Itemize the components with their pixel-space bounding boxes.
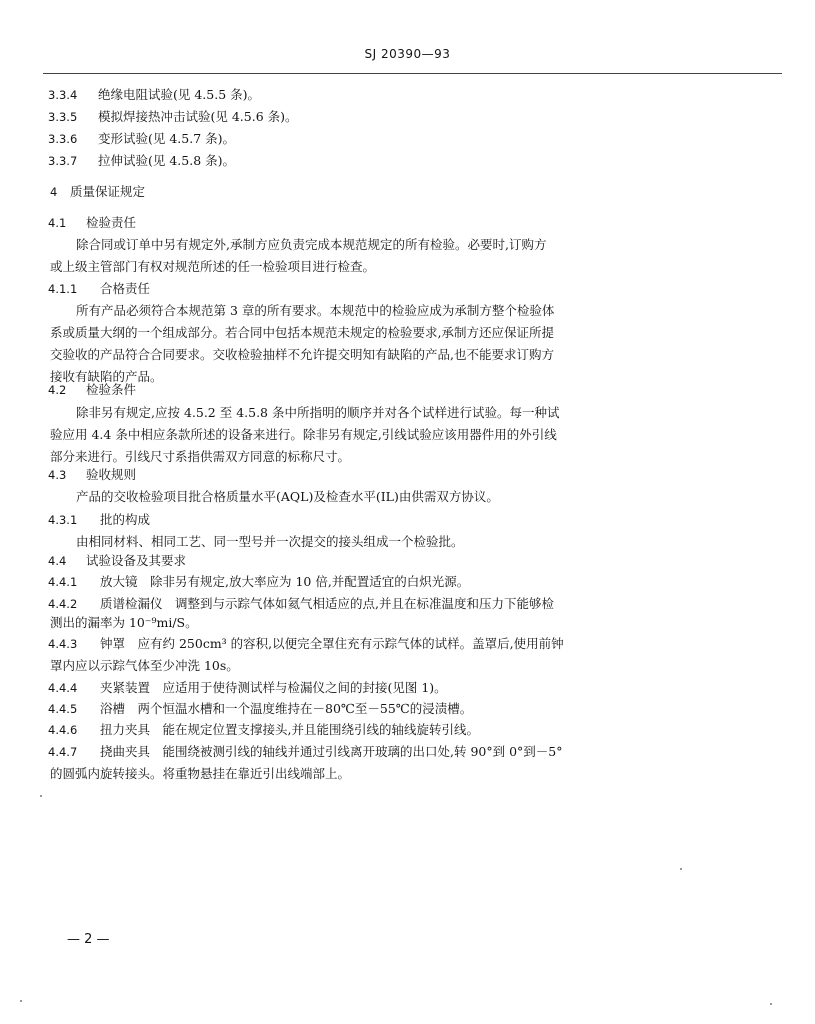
scan-speck [20,1000,22,1002]
clause-number: 3.3.5 [48,110,78,124]
clause-number: 4.4.6 [48,723,78,737]
clause-4-4-1 [48,574,469,590]
clause-text: 夹紧装置 应适用于使待测试样与检漏仪之间的封接(见图 1)。 [100,680,447,695]
paragraph-line: 接收有缺陷的产品。 [50,369,163,384]
clause-title: 检验责任 [86,215,137,230]
clause-text: 绝缘电阻试验(见 4.5.5 条)。 [98,87,261,102]
clause-4-3-heading [48,467,136,483]
clause-number: 4.4.2 [48,597,78,611]
section-4-heading [50,184,145,200]
paragraph-line: 部分来进行。引线尺寸系指供需双方同意的标称尺寸。 [50,449,351,464]
paragraph-line: 所有产品必须符合本规范第 3 章的所有要求。本规范中的检验应成为承制方整个检验体 [76,303,555,318]
clause-text: 放大镜 除非另有规定,放大率应为 10 倍,并配置适宜的白炽光源。 [100,574,470,589]
clause-text: 拉伸试验(见 4.5.8 条)。 [98,153,236,168]
paragraph-line: 产品的交收检验项目批合格质量水平(AQL)及检查水平(IL)由供需双方协议。 [76,489,499,504]
clause-number: 4.4 [48,554,67,568]
paragraph-line: 或上级主管部门有权对规范所述的任一检验项目进行检查。 [50,259,376,274]
clause-number: 3.3.6 [48,132,78,146]
clause-3-3-5 [48,109,298,125]
clause-4-4-2 [48,596,554,612]
paragraph-line: 由相同材料、相同工艺、同一型号并一次提交的接头组成一个检验批。 [76,534,464,549]
clause-title: 检验条件 [86,382,137,397]
section-title: 质量保证规定 [70,184,146,199]
clause-number: 4.4.7 [48,745,78,759]
clause-number: 4.4.3 [48,637,78,651]
page-number: — 2 — [67,932,110,947]
paragraph-line: 除合同或订单中另有规定外,承制方应负责完成本规范规定的所有检验。必要时,订购方 [76,237,547,252]
clause-3-3-6 [48,131,235,147]
clause-4-4-7 [48,744,562,760]
clause-text: 钟罩 应有约 250cm³ 的容积,以便完全罩住充有示踪气体的试样。盖罩后,使用前钟 [100,636,564,651]
clause-3-3-7 [48,153,235,169]
clause-4-4-heading [48,553,186,569]
paragraph-line: 系或质量大纲的一个组成部分。若合同中包括本规范未规定的检验要求,承制方还应保证所提 [50,325,554,340]
clause-3-3-4 [48,87,260,103]
clause-number: 4.1.1 [48,282,78,296]
paragraph-line: 的圆弧内旋转接头。将重物悬挂在靠近引出线端部上。 [50,766,351,781]
standard-code-header: SJ 20390—93 [364,47,451,61]
clause-number: 4.2 [48,383,67,397]
clause-title: 合格责任 [100,281,151,296]
clause-4-4-6 [48,722,479,738]
clause-text: 扭力夹具 能在规定位置支撑接头,并且能围绕引线的轴线旋转引线。 [100,722,479,737]
scan-speck [680,868,682,870]
clause-4-3-1-heading [48,512,150,528]
clause-4-2-heading [48,382,136,398]
clause-title: 验收规则 [86,467,137,482]
clause-text: 模拟焊接热冲击试验(见 4.5.6 条)。 [98,109,298,124]
clause-number: 3.3.7 [48,154,78,168]
clause-number: 3.3.4 [48,88,78,102]
paragraph-line: 验应用 4.4 条中相应条款所述的设备来进行。除非另有规定,引线试验应该用器件用的外引线 [50,427,557,442]
clause-4-4-5 [48,701,472,717]
clause-text: 挠曲夹具 能围绕被测引线的轴线并通过引线离开玻璃的出口处,转 90°到 0°到－5° [100,744,563,759]
clause-4-4-4 [48,680,447,696]
clause-number: 4.3 [48,468,67,482]
paragraph-line: 除非另有规定,应按 4.5.2 至 4.5.8 条中所指明的顺序并对各个试样进行试验。每一种试 [76,405,560,420]
paragraph-line: 测出的漏率为 10⁻⁹mi/S。 [50,615,198,630]
clause-text: 浴槽 两个恒温水槽和一个温度维持在－80℃至－55℃的浸渍槽。 [100,701,473,716]
clause-text: 变形试验(见 4.5.7 条)。 [98,131,236,146]
section-number: 4 [50,185,58,199]
paragraph-line: 交验收的产品符合合同要求。交收检验抽样不允许提交明知有缺陷的产品,也不能要求订购方 [50,347,554,362]
clause-4-1-1-heading [48,281,150,297]
clause-title: 批的构成 [100,512,151,527]
clause-4-4-3 [48,636,564,652]
clause-number: 4.4.5 [48,702,78,716]
header-rule [43,73,782,74]
clause-4-1-heading [48,215,136,231]
paragraph-line: 罩内应以示踪气体至少冲洗 10s。 [50,658,239,673]
clause-text: 质谱检漏仪 调整到与示踪气体如氦气相适应的点,并且在标准温度和压力下能够检 [100,596,554,611]
clause-number: 4.4.1 [48,575,78,589]
scan-speck [770,1003,772,1005]
clause-title: 试验设备及其要求 [86,553,187,568]
clause-number: 4.3.1 [48,513,78,527]
scan-speck [40,795,42,797]
clause-number: 4.1 [48,216,67,230]
clause-number: 4.4.4 [48,681,78,695]
